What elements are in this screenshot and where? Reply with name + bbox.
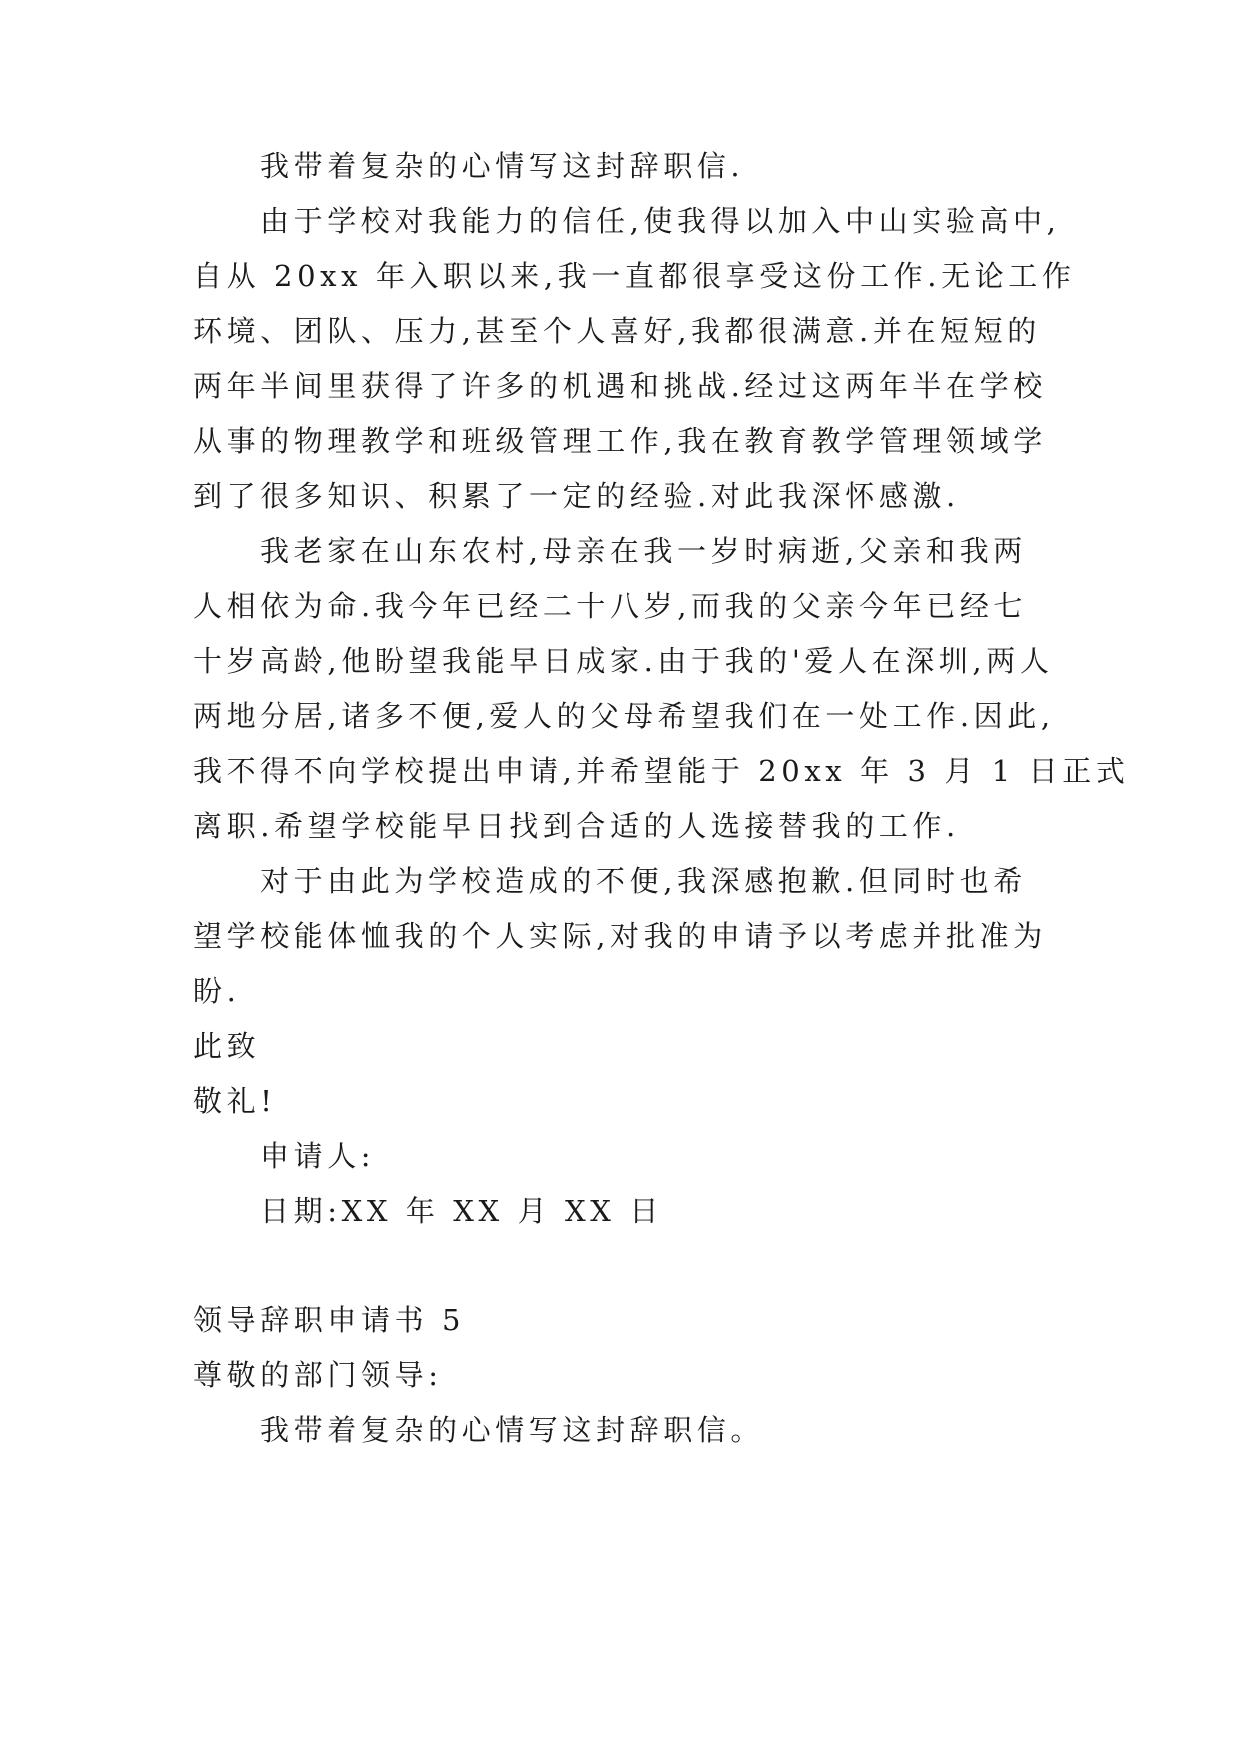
paragraph-line: 人相依为命.我今年已经二十八岁,而我的父亲今年已经七 xyxy=(193,589,1028,623)
paragraph-line: 对于由此为学校造成的不便,我深感抱歉.但同时也希 xyxy=(260,864,1027,898)
paragraph-line: 两年半间里获得了许多的机遇和挑战.经过这两年半在学校 xyxy=(193,369,1047,403)
paragraph-line: 望学校能体恤我的个人实际,对我的申请予以考虑并批准为 xyxy=(193,919,1047,953)
paragraph-line: 自从 20xx 年入职以来,我一直都很享受这份工作.无论工作 xyxy=(193,259,1076,293)
section-title: 领导辞职申请书 5 xyxy=(193,1303,466,1337)
salutation-line: 敬礼! xyxy=(193,1084,277,1118)
paragraph-line: 两地分居,诸多不便,爱人的父母希望我们在一处工作.因此, xyxy=(193,699,1055,733)
paragraph-line: 我带着复杂的心情写这封辞职信. xyxy=(260,149,745,183)
paragraph-line: 环境、团队、压力,甚至个人喜好,我都很满意.并在短短的 xyxy=(193,314,1041,348)
paragraph-line: 我不得不向学校提出申请,并希望能于 20xx 年 3 月 1 日正式 xyxy=(193,754,1130,788)
paragraph-line: 由于学校对我能力的信任,使我得以加入中山实验高中, xyxy=(260,204,1061,238)
applicant-line: 申请人: xyxy=(260,1139,376,1173)
paragraph-line: 到了很多知识、积累了一定的经验.对此我深怀感激. xyxy=(193,479,960,513)
paragraph-line: 我老家在山东农村,母亲在我一岁时病逝,父亲和我两 xyxy=(260,534,1027,568)
salutation-line: 此致 xyxy=(193,1029,261,1063)
paragraph-line: 我带着复杂的心情写这封辞职信。 xyxy=(260,1413,765,1447)
paragraph-line: 盼. xyxy=(193,974,241,1008)
paragraph-line: 十岁高龄,他盼望我能早日成家.由于我的'爱人在深圳,两人 xyxy=(193,644,1054,678)
date-line: 日期:XX 年 XX 月 XX 日 xyxy=(260,1194,663,1228)
paragraph-line: 从事的物理教学和班级管理工作,我在教育教学管理领域学 xyxy=(193,424,1047,458)
paragraph-line: 离职.希望学校能早日找到合适的人选接替我的工作. xyxy=(193,809,960,843)
greeting-line: 尊敬的部门领导: xyxy=(193,1358,443,1392)
